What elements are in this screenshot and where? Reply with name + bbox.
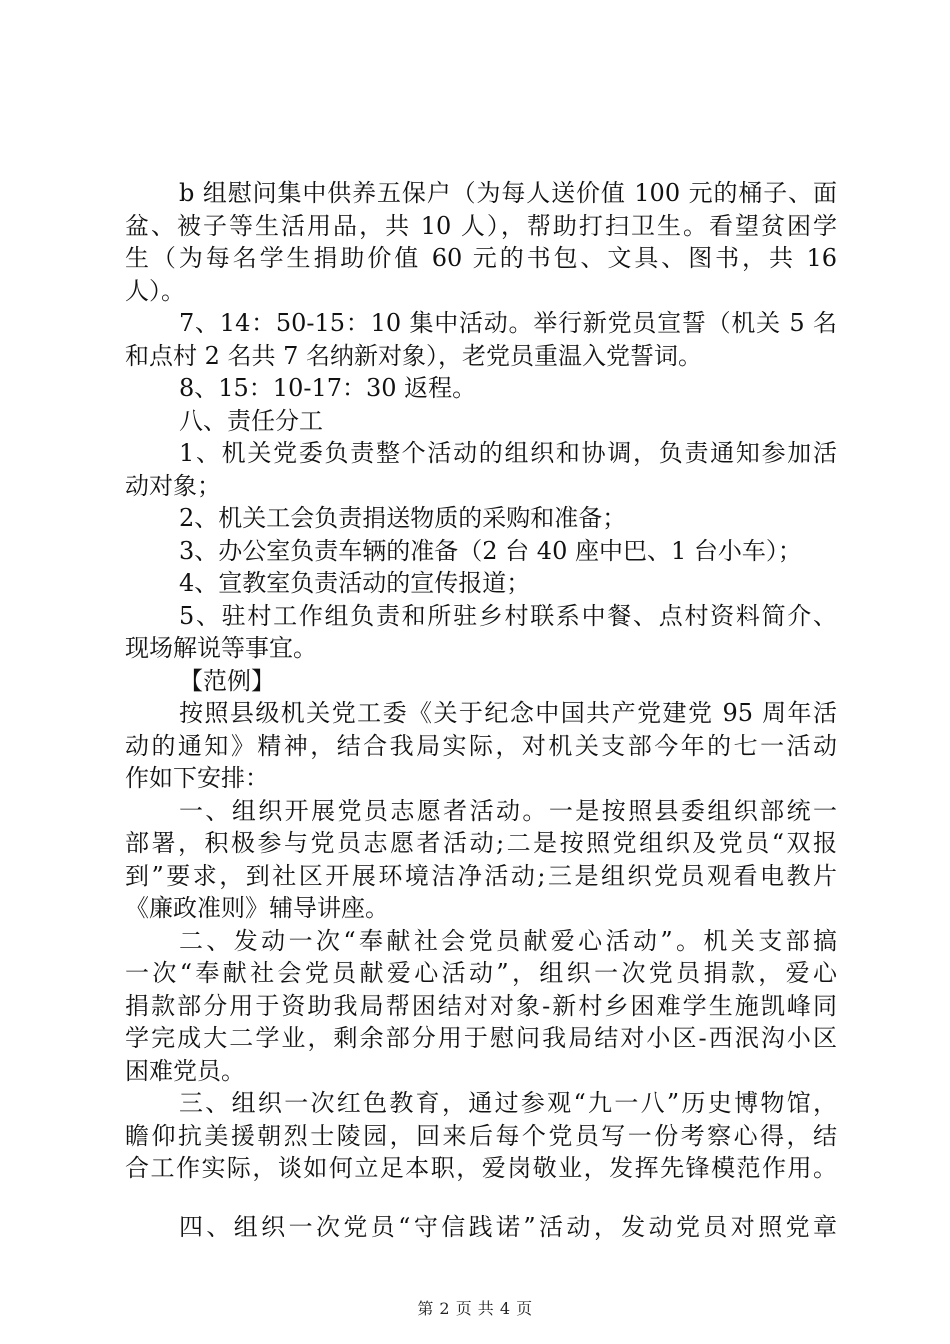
text-line: 合工作实际，谈如何立足本职，爱岗敬业，发挥先锋模范作用。 [125, 1154, 837, 1182]
text-line: 4、宣教室负责活动的宣传报道； [179, 569, 531, 597]
text-line: 7、14：50-15：10 集中活动。举行新党员宣誓（机关 5 名 [179, 309, 837, 337]
document-body [125, 177, 837, 1243]
text-line: b 组慰问集中供养五保户（为每人送价值 100 元的桶子、面 [179, 179, 837, 207]
text-line: 3、办公室负责车辆的准备（2 台 40 座中巴、1 台小车）； [179, 536, 802, 565]
text-line: 人）。 [125, 276, 185, 305]
text-line: 一、组织开展党员志愿者活动。一是按照县委组织部统一 [179, 796, 837, 825]
text-line: 学完成大二学业，剩余部分用于慰问我局结对小区-西泯沟小区 [125, 1024, 837, 1052]
text-line: 盆、被子等生活用品，共 10 人），帮助打扫卫生。看望贫困学 [125, 211, 837, 240]
text-line: 到”要求，到社区开展环境洁净活动;三是组织党员观看电教片 [125, 861, 837, 890]
text-line: 三、组织一次红色教育，通过参观“九一八”历史博物馆， [179, 1089, 837, 1117]
text-line: 四、组织一次党员“守信践诺”活动，发动党员对照党章 [179, 1212, 837, 1241]
text-line: 困难党员。 [125, 1056, 245, 1085]
text-line: 瞻仰抗美援朝烈士陵园，回来后每个党员写一份考察心得，结 [125, 1121, 837, 1150]
text-line: 二、发动一次“奉献社会党员献爱心活动”。机关支部搞 [179, 926, 837, 955]
text-line: 和点村 2 名共 7 名纳新对象），老党员重温入党誓词。 [125, 341, 703, 370]
text-line: 生（为每名学生捐助价值 60 元的书包、文具、图书，共 16 [125, 244, 837, 272]
text-line: 捐款部分用于资助我局帮困结对对象-新村乡困难学生施凯峰同 [125, 991, 837, 1020]
section-heading: 八、责任分工 [179, 406, 323, 435]
text-line: 8、15：10-17：30 返程。 [179, 374, 477, 402]
text-line: 1、机关党委负责整个活动的组织和协调，负责通知参加活 [179, 439, 837, 467]
text-line: 《廉政准则》辅导讲座。 [125, 894, 389, 922]
text-line: 动对象； [125, 471, 221, 500]
text-line: 2、机关工会负责捐送物质的采购和准备； [179, 504, 627, 532]
text-line: 按照县级机关党工委《关于纪念中国共产党建党 95 周年活 [179, 699, 837, 727]
text-line: 动的通知》精神，结合我局实际，对机关支部今年的七一活动 [125, 731, 837, 760]
page-number: 第 2 页 共 4 页 [417, 1299, 533, 1318]
text-line: 现场解说等事宜。 [125, 634, 317, 662]
text-line: 一次“奉献社会党员献爱心活动”，组织一次党员捐款，爱心 [125, 959, 837, 987]
text-line: 部署，积极参与党员志愿者活动;二是按照党组织及党员“双报 [125, 829, 837, 857]
example-heading: 【范例】 [179, 666, 275, 695]
text-line: 5、驻村工作组负责和所驻乡村联系中餐、点村资料简介、 [179, 601, 837, 630]
text-line: 作如下安排： [125, 764, 269, 792]
